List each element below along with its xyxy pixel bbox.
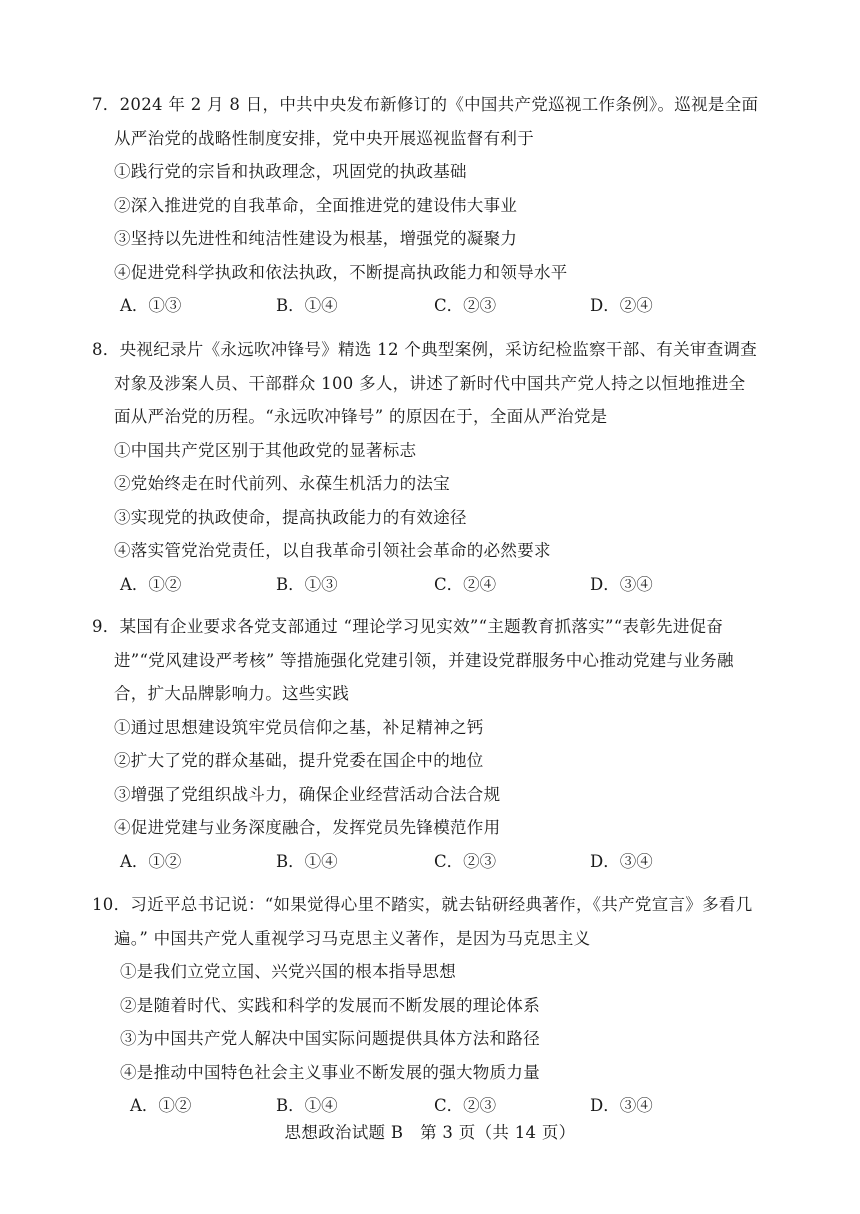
option-d[interactable]: D．③④ — [590, 851, 653, 871]
statement: ①践行党的宗旨和执政理念，巩固党的执政基础 — [114, 162, 467, 181]
option-c[interactable]: C．②③ — [434, 1096, 497, 1115]
stem-text: 2024 年 2 月 8 日，中共中央发布新修订的《中国共产党巡视工作条例》。巡视是全面 — [119, 95, 759, 114]
page-footer: 思想政治试题 B 第 3 页（共 14 页） — [284, 1123, 576, 1142]
statement: ③为中国共产党人解决中国实际问题提供具体方法和路径 — [120, 1029, 540, 1048]
option-b[interactable]: B．①④ — [276, 1096, 338, 1115]
stem-text: 面从严治党的历程。“永远吹冲锋号” 的原因在于，全面从严治党是 — [114, 407, 608, 426]
statement: ④落实管党治党责任，以自我革命引领社会革命的必然要求 — [114, 541, 551, 560]
stem-text: 从严治党的战略性制度安排，党中央开展巡视监督有利于 — [114, 128, 534, 148]
question-8 — [92, 333, 782, 601]
option-a[interactable]: A．①③ — [120, 296, 182, 315]
stem-text: 央视纪录片《永远吹冲锋号》精选 12 个典型案例，采访纪检监察干部、有关审查调查 — [119, 340, 758, 359]
statement: ①是我们立党立国、兴党兴国的根本指导思想 — [120, 962, 456, 981]
answer-options — [92, 845, 782, 879]
question-9 — [92, 610, 782, 878]
question-stem-line — [92, 610, 782, 644]
question-number: 8． — [92, 340, 120, 359]
answer-options — [92, 568, 782, 602]
statement: ②党始终走在时代前列、永葆生机活力的法宝 — [114, 474, 450, 493]
option-d[interactable]: D．②④ — [590, 296, 653, 315]
option-a[interactable]: A．①② — [130, 1096, 192, 1115]
stem-text: 进”“党风建设严考核” 等措施强化党建引领，并建设党群服务中心推动党建与业务融 — [114, 650, 734, 670]
option-b[interactable]: B．①④ — [276, 296, 338, 315]
stem-text: 习近平总书记说：“如果觉得心里不踏实，就去钻研经典著作，《共产党宣言》多看几 — [130, 895, 753, 914]
stem-text: 合，扩大品牌影响力。这些实践 — [114, 684, 350, 703]
question-number: 7． — [92, 95, 120, 114]
option-b[interactable]: B．①④ — [276, 851, 338, 871]
statement: ②深入推进党的自我革命，全面推进党的建设伟大事业 — [114, 195, 518, 215]
option-d[interactable]: D．③④ — [590, 1096, 653, 1115]
statement: ④促进党科学执政和依法执政，不断提高执政能力和领导水平 — [114, 262, 568, 282]
option-a[interactable]: A．①② — [120, 574, 182, 594]
statement: ①中国共产党区别于其他政党的显著标志 — [114, 440, 417, 460]
question-stem-line — [92, 333, 782, 367]
question-number: 10． — [92, 895, 131, 914]
statement: ①通过思想建设筑牢党员信仰之基，补足精神之钙 — [114, 717, 484, 737]
question-10 — [92, 888, 782, 1123]
option-d[interactable]: D．③④ — [590, 574, 653, 594]
question-7 — [92, 88, 782, 323]
question-number: 9． — [92, 617, 120, 636]
option-a[interactable]: A．①② — [120, 851, 182, 871]
statement: ②是随着时代、实践和科学的发展而不断发展的理论体系 — [120, 995, 540, 1015]
statement: ③坚持以先进性和纯洁性建设为根基，增强党的凝聚力 — [114, 229, 518, 248]
option-c[interactable]: C．②③ — [434, 296, 497, 315]
statement: ④是推动中国特色社会主义事业不断发展的强大物质力量 — [120, 1062, 540, 1082]
answer-options — [92, 289, 782, 323]
option-c[interactable]: C．②④ — [434, 574, 497, 594]
statement: ②扩大了党的群众基础，提升党委在国企中的地位 — [114, 751, 484, 770]
statement: ③增强了党组织战斗力，确保企业经营活动合法合规 — [114, 784, 501, 804]
stem-text: 对象及涉案人员、干部群众 100 多人，讲述了新时代中国共产党人持之以恒地推进全 — [114, 373, 746, 393]
question-stem-line — [92, 88, 782, 122]
question-stem-line — [92, 888, 782, 922]
option-b[interactable]: B．①③ — [276, 574, 338, 594]
stem-text: 某国有企业要求各党支部通过 “理论学习见实效”“主题教育抓落实”“表彰先进促奋 — [119, 617, 724, 636]
statement: ④促进党建与业务深度融合，发挥党员先锋模范作用 — [114, 818, 501, 837]
stem-text: 遍。” 中国共产党人重视学习马克思主义著作，是因为马克思主义 — [114, 928, 591, 948]
option-c[interactable]: C．②③ — [434, 851, 497, 871]
statement: ③实现党的执政使命，提高执政能力的有效途径 — [114, 507, 467, 527]
